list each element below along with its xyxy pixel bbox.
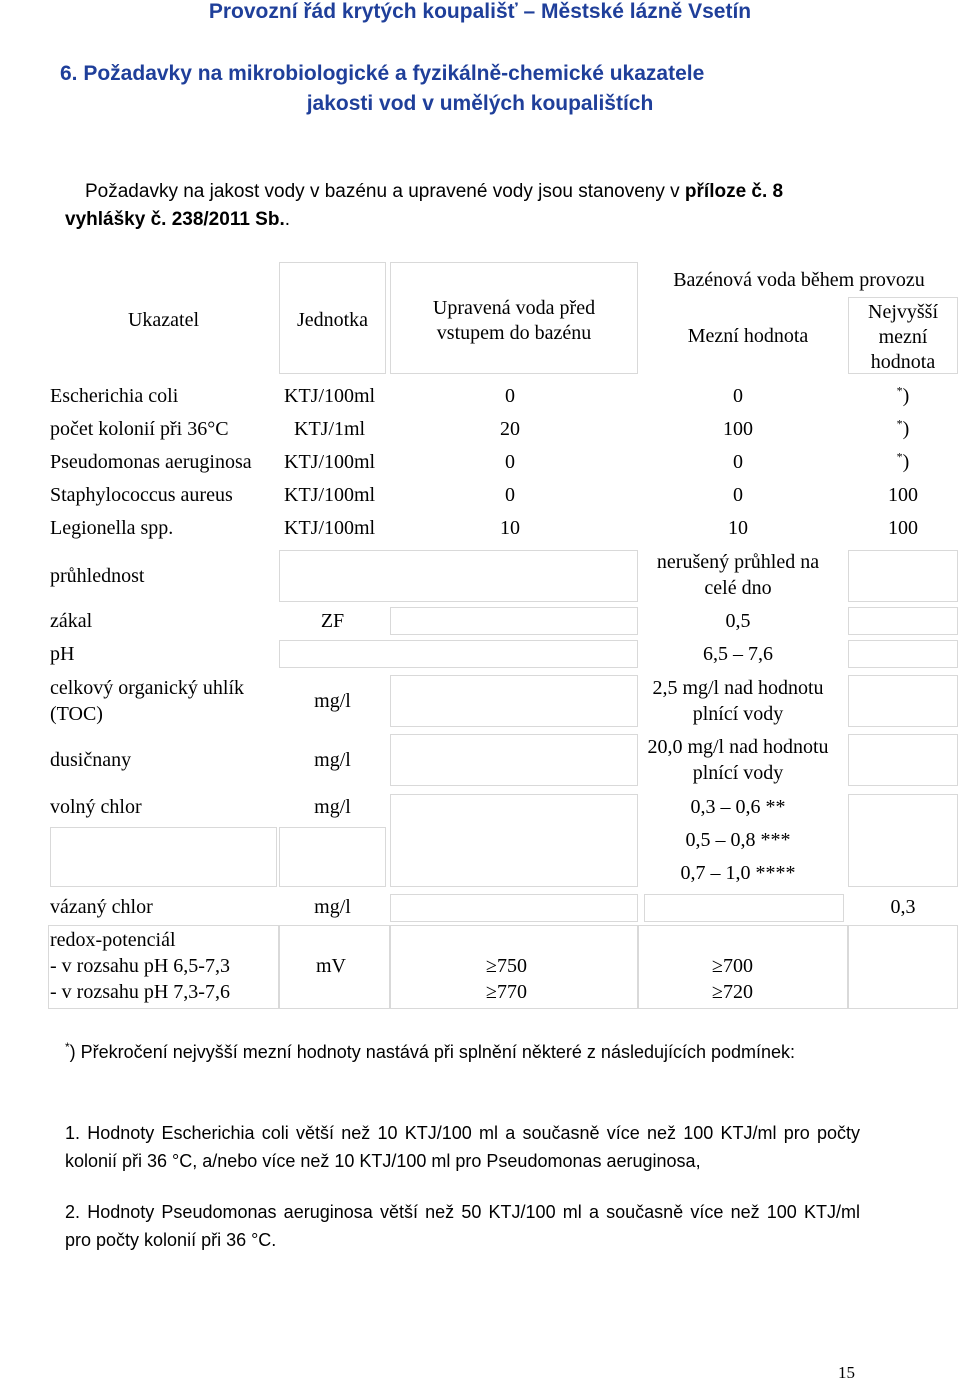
header-max-line2: mezní — [878, 326, 928, 348]
row-toc-indicator-line1: celkový organický uhlík — [50, 677, 245, 699]
header-unit: Jednotka — [296, 309, 369, 331]
empty-cell-border — [279, 640, 638, 668]
empty-cell-border — [390, 675, 638, 727]
header-indicator: Ukazatel — [127, 309, 200, 331]
empty-cell-border — [390, 794, 638, 887]
header-pool-group: Bazénová voda během provozu — [673, 269, 925, 291]
row-legionella-treated: 10 — [500, 517, 520, 539]
row-nitrates-unit: mg/l — [314, 749, 351, 771]
row-redox-limit-line1: ≥700 — [712, 955, 753, 977]
row-nitrates-indicator: dusičnany — [50, 749, 132, 771]
water-quality-table — [48, 257, 960, 1010]
row-transparency-indicator: průhlednost — [50, 565, 145, 587]
row-free-chlorine-limit-c: 0,7 – 1,0 **** — [680, 862, 796, 884]
intro-paragraph — [65, 178, 865, 234]
row-staphylococcus-limit: 0 — [733, 484, 743, 506]
row-turbidity-indicator: zákal — [50, 610, 93, 632]
intro-regulation: 238/2011 Sb. — [166, 209, 285, 230]
row-legionella-unit: KTJ/100ml — [284, 517, 376, 539]
row-turbidity-limit: 0,5 — [725, 610, 751, 632]
row-redox-indicator-line2: - v rozsahu pH 6,5-7,3 — [50, 955, 230, 977]
footnote-star-text: ) Překročení nejvyšší mezní hodnoty nastává při splnění některé z následujících podmínek: — [69, 1042, 796, 1062]
section-title-continued: jakosti vod v umělých koupalištích — [306, 92, 654, 115]
row-transparency-limit-line1: nerušený průhled na — [656, 551, 820, 573]
row-colonies-treated: 20 — [500, 418, 520, 440]
row-bound-chlorine-unit: mg/l — [314, 896, 351, 918]
footnote-condition-1: 1. Hodnoty Escherichia coli větší než 10 KTJ/100 ml a současně více než 100 KTJ/ml pro počty kolonií při 36 °C, a/nebo více než 10 KTJ/100 ml pro Pseudomonas aeruginosa, — [65, 1123, 860, 1171]
row-colonies-max-sup: * — [896, 416, 903, 431]
row-escherichia-limit: 0 — [733, 385, 743, 407]
row-colonies-max-paren: ) — [902, 418, 910, 440]
row-escherichia-treated: 0 — [505, 385, 515, 407]
header-max-line1: Nejvyšší — [868, 301, 938, 323]
row-colonies-unit: KTJ/1ml — [294, 418, 366, 440]
row-escherichia-unit: KTJ/100ml — [284, 385, 376, 407]
row-bound-chlorine-max: 0,3 — [890, 896, 916, 918]
row-free-chlorine-limit-a: 0,3 – 0,6 ** — [690, 796, 786, 818]
row-redox-unit: mV — [316, 955, 346, 977]
row-free-chlorine-indicator: volný chlor — [50, 796, 142, 818]
row-escherichia-max-paren: ) — [902, 385, 910, 407]
footnote-star-marker: * — [65, 1040, 70, 1054]
row-pseudomonas-max — [848, 449, 958, 475]
header-treated-line1: Upravená voda před — [432, 297, 596, 319]
row-toc-unit: mg/l — [314, 690, 351, 712]
row-redox-indicator-line1: redox-potenciál — [50, 929, 176, 951]
empty-cell-border — [390, 894, 638, 922]
header-treated-line2: vstupem do bazénu — [436, 322, 592, 344]
row-escherichia-max-sup: * — [896, 383, 903, 398]
row-pseudomonas-max-paren: ) — [902, 451, 910, 473]
row-free-chlorine-limit-b: 0,5 – 0,8 *** — [685, 829, 791, 851]
row-toc-limit-line1: 2,5 mg/l nad hodnotu — [652, 677, 824, 699]
row-escherichia-indicator: Escherichia coli — [50, 385, 179, 407]
row-redox-limit-line2: ≥720 — [712, 981, 753, 1003]
row-colonies-max — [848, 416, 958, 442]
empty-cell-border — [390, 607, 638, 635]
page-number: 15 — [838, 1363, 855, 1382]
row-escherichia-max — [848, 383, 958, 409]
empty-cell-border — [848, 640, 958, 668]
row-colonies-indicator: počet kolonií při 36°C — [50, 418, 229, 440]
row-pseudomonas-max-sup: * — [896, 449, 903, 464]
row-staphylococcus-unit: KTJ/100ml — [284, 484, 376, 506]
row-ph-indicator: pH — [50, 643, 75, 665]
row-redox-treated-line2: ≥770 — [486, 981, 527, 1003]
row-redox-treated-line1: ≥750 — [486, 955, 527, 977]
row-pseudomonas-limit: 0 — [733, 451, 743, 473]
row-staphylococcus-max: 100 — [888, 484, 918, 506]
empty-cell-border — [848, 550, 958, 602]
row-legionella-indicator: Legionella spp. — [50, 517, 174, 539]
row-pseudomonas-treated: 0 — [505, 451, 515, 473]
row-pseudomonas-unit: KTJ/100ml — [284, 451, 376, 473]
empty-cell-border — [644, 894, 844, 922]
row-nitrates-limit-line1: 20,0 mg/l nad hodnotu — [647, 736, 829, 758]
intro-text: Požadavky na jakost vody v bazénu a upravené vody jsou stanoveny v — [85, 181, 680, 202]
row-nitrates-limit-line2: plnící vody — [692, 762, 784, 784]
empty-cell-border — [279, 827, 386, 887]
document-header: Provozní řád krytých koupališť – Městské lázně Vsetín — [208, 0, 752, 23]
intro-period: . — [284, 209, 291, 230]
header-limit: Mezní hodnota — [687, 325, 809, 347]
row-legionella-max: 100 — [888, 517, 918, 539]
row-toc-limit-line2: plnící vody — [692, 703, 784, 725]
empty-cell-border — [848, 734, 958, 786]
row-turbidity-unit: ZF — [320, 610, 345, 632]
footnote-star — [65, 1038, 860, 1066]
row-redox-indicator-line3: - v rozsahu pH 7,3-7,6 — [50, 981, 230, 1003]
row-ph-limit: 6,5 – 7,6 — [703, 643, 773, 665]
intro-reference: příloze č. 8 vyhlášky č. — [65, 181, 784, 230]
empty-cell-border — [50, 827, 277, 887]
row-legionella-limit: 10 — [728, 517, 748, 539]
row-toc-indicator-line2: (TOC) — [50, 703, 103, 725]
row-pseudomonas-indicator: Pseudomonas aeruginosa — [50, 451, 252, 473]
section-title: 6. Požadavky na mikrobiologické a fyzikálně-chemické ukazatele — [60, 62, 705, 85]
row-colonies-limit: 100 — [723, 418, 753, 440]
empty-cell-border — [279, 550, 638, 602]
row-staphylococcus-treated: 0 — [505, 484, 515, 506]
empty-cell-border — [848, 675, 958, 727]
empty-cell-border — [848, 607, 958, 635]
footnote-condition-2: 2. Hodnoty Pseudomonas aeruginosa větší než 50 KTJ/100 ml a současně více než 100 KTJ/ml pro počty kolonií při 36 °C. — [65, 1202, 860, 1250]
header-max-line3: hodnota — [870, 351, 936, 373]
row-transparency-limit-line2: celé dno — [704, 577, 772, 599]
empty-cell-border — [848, 794, 958, 887]
empty-cell-border — [390, 734, 638, 786]
redox-cell-border — [848, 925, 958, 1009]
row-staphylococcus-indicator: Staphylococcus aureus — [50, 484, 233, 506]
row-free-chlorine-unit: mg/l — [314, 796, 351, 818]
row-bound-chlorine-indicator: vázaný chlor — [50, 896, 153, 918]
